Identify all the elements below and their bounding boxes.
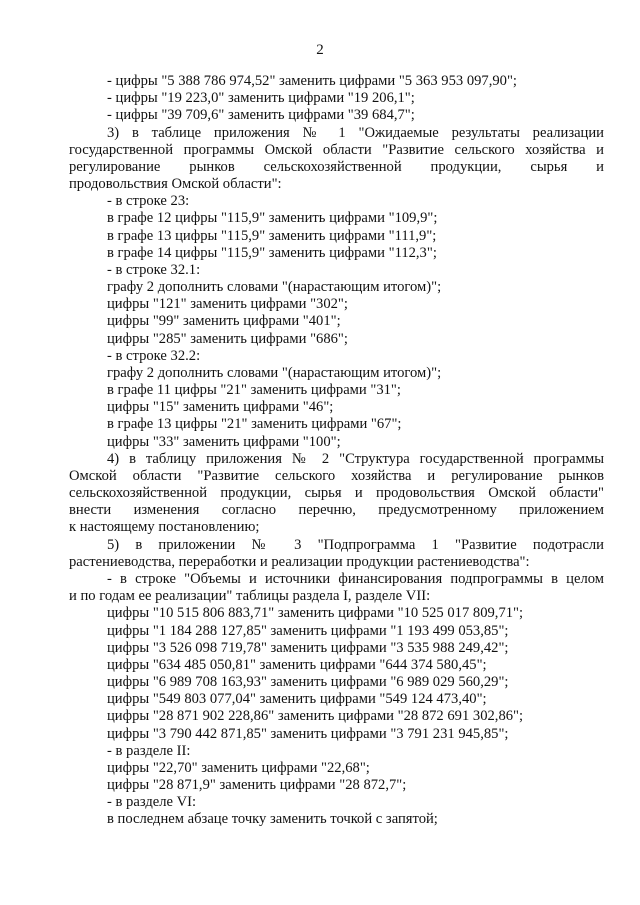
- text-line: цифры "22,70" заменить цифрами "22,68";: [107, 759, 370, 776]
- text-line: в графе 11 цифры "21" заменить цифрами "31";: [107, 382, 401, 399]
- text-line: в графе 14 цифры "115,9" заменить цифрами "112,3";: [107, 244, 437, 261]
- text-line: 5) в приложении № 3 "Подпрограмма 1 "Развитие подотрасли: [107, 536, 604, 553]
- text-line: - в разделе VI:: [107, 794, 197, 811]
- text-line: цифры "6 989 708 163,93" заменить цифрами "6 989 029 560,29";: [107, 674, 509, 691]
- text-line: графу 2 дополнить словами "(нарастающим итогом)";: [107, 279, 442, 296]
- text-line: в графе 13 цифры "115,9" заменить цифрами "111,9";: [107, 227, 437, 244]
- text-line: цифры "99" заменить цифрами "401";: [107, 313, 341, 330]
- text-line: 4) в таблицу приложения № 2 "Структура государственной программы: [107, 450, 604, 467]
- text-line: - в строке "Объемы и источники финансирования подпрограммы в целом: [107, 570, 604, 587]
- text-line: цифры "15" заменить цифрами "46";: [107, 399, 334, 416]
- text-line: сельскохозяйственной продукции, сырья и продовольствия Омской области": [69, 485, 604, 502]
- text-line: внести изменения согласно перечню, предусмотренному приложением: [69, 502, 604, 519]
- text-line: Омской области "Развитие сельского хозяйства и регулирование рынков: [69, 467, 604, 484]
- text-line: - цифры "19 223,0" заменить цифрами "19 206,1";: [107, 90, 415, 107]
- text-line: цифры "28 871 902 228,86" заменить цифрами "28 872 691 302,86";: [107, 708, 524, 725]
- text-line: цифры "634 485 050,81" заменить цифрами "644 374 580,45";: [107, 656, 487, 673]
- text-line: цифры "121" заменить цифрами "302";: [107, 296, 348, 313]
- text-line: - цифры "5 388 786 974,52" заменить цифрами "5 363 953 097,90";: [107, 73, 517, 89]
- text-line: цифры "1 184 288 127,85" заменить цифрами "1 193 499 053,85";: [107, 622, 509, 639]
- text-line: графу 2 дополнить словами "(нарастающим итогом)";: [107, 364, 442, 381]
- text-line: в графе 12 цифры "115,9" заменить цифрами "109,9";: [107, 210, 438, 227]
- text-line: в последнем абзаце точку заменить точкой с запятой;: [107, 811, 438, 828]
- text-line: регулирование рынков сельскохозяйственной продукции, сырья и: [69, 158, 604, 175]
- text-line: в графе 13 цифры "21" заменить цифрами "67";: [107, 416, 402, 433]
- text-line: - в строке 32.2:: [107, 347, 201, 364]
- text-line: государственной программы Омской области "Развитие сельского хозяйства и: [69, 141, 604, 158]
- text-line: растениеводства, переработки и реализации продукции растениеводства":: [69, 553, 530, 570]
- text-line: цифры "10 515 806 883,71" заменить цифрами "10 525 017 809,71";: [107, 605, 524, 622]
- page-number: 2: [316, 42, 324, 58]
- text-line: - в строке 23:: [107, 193, 190, 210]
- text-line: цифры "3 526 098 719,78" заменить цифрами "3 535 988 249,42";: [107, 639, 509, 656]
- text-line: продовольствия Омской области":: [69, 176, 282, 193]
- document-body: [0, 73, 640, 829]
- text-line: - в разделе II:: [107, 742, 191, 759]
- text-line: и по годам ее реализации" таблицы раздела I, разделе VII:: [69, 588, 431, 605]
- text-line: цифры "285" заменить цифрами "686";: [107, 330, 348, 347]
- text-line: цифры "3 790 442 871,85" заменить цифрами "3 791 231 945,85";: [107, 725, 509, 742]
- text-line: 3) в таблице приложения № 1 "Ожидаемые результаты реализации: [107, 124, 604, 141]
- text-line: - цифры "39 709,6" заменить цифрами "39 684,7";: [107, 107, 415, 124]
- text-line: цифры "33" заменить цифрами "100";: [107, 433, 341, 450]
- text-line: - в строке 32.1:: [107, 261, 201, 278]
- text-line: к настоящему постановлению;: [69, 519, 260, 536]
- text-line: цифры "549 803 077,04" заменить цифрами "549 124 473,40";: [107, 691, 487, 708]
- text-line: цифры "28 871,9" заменить цифрами "28 872,7";: [107, 777, 407, 794]
